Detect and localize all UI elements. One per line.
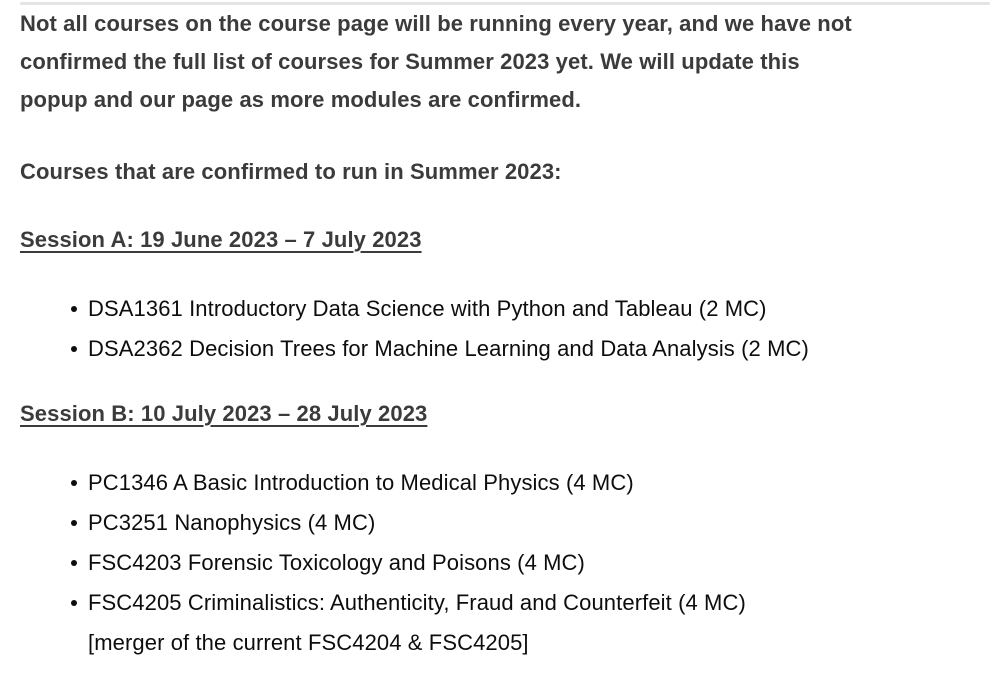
session-b-heading-text: Session B: 10 July 2023 – 28 July 2023: [20, 401, 428, 426]
intro-line-3: popup and our page as more modules are confirmed.: [20, 87, 582, 112]
course-item: [88, 583, 980, 663]
course-title: FSC4205 Criminalistics: Authenticity, Fraud and Counterfeit (4 MC): [88, 590, 746, 615]
course-item: PC1346 A Basic Introduction to Medical Physics (4 MC): [88, 463, 980, 503]
session-a-heading-text: Session A: 19 June 2023 – 7 July 2023: [20, 227, 422, 252]
course-item: DSA1361 Introductory Data Science with Python and Tableau (2 MC): [88, 289, 980, 329]
course-note: [merger of the current FSC4204 & FSC4205]: [88, 630, 529, 655]
confirmed-courses-heading: Courses that are confirmed to run in Summer 2023:: [20, 159, 562, 184]
course-item: DSA2362 Decision Trees for Machine Learning and Data Analysis (2 MC): [88, 329, 980, 369]
session-a-course-list: [20, 289, 980, 369]
intro-line-2: confirmed the full list of courses for Summer 2023 yet. We will update this: [20, 49, 800, 74]
course-item: FSC4203 Forensic Toxicology and Poisons (4 MC): [88, 543, 980, 583]
course-item: PC3251 Nanophysics (4 MC): [88, 503, 980, 543]
session-b-course-list: [20, 463, 980, 663]
intro-paragraph: [20, 5, 980, 119]
intro-line-1: Not all courses on the course page will be running every year, and we have not: [20, 11, 852, 36]
session-a-heading: [20, 221, 980, 259]
session-b-heading: [20, 395, 980, 433]
popup-content: [0, 2, 1000, 663]
